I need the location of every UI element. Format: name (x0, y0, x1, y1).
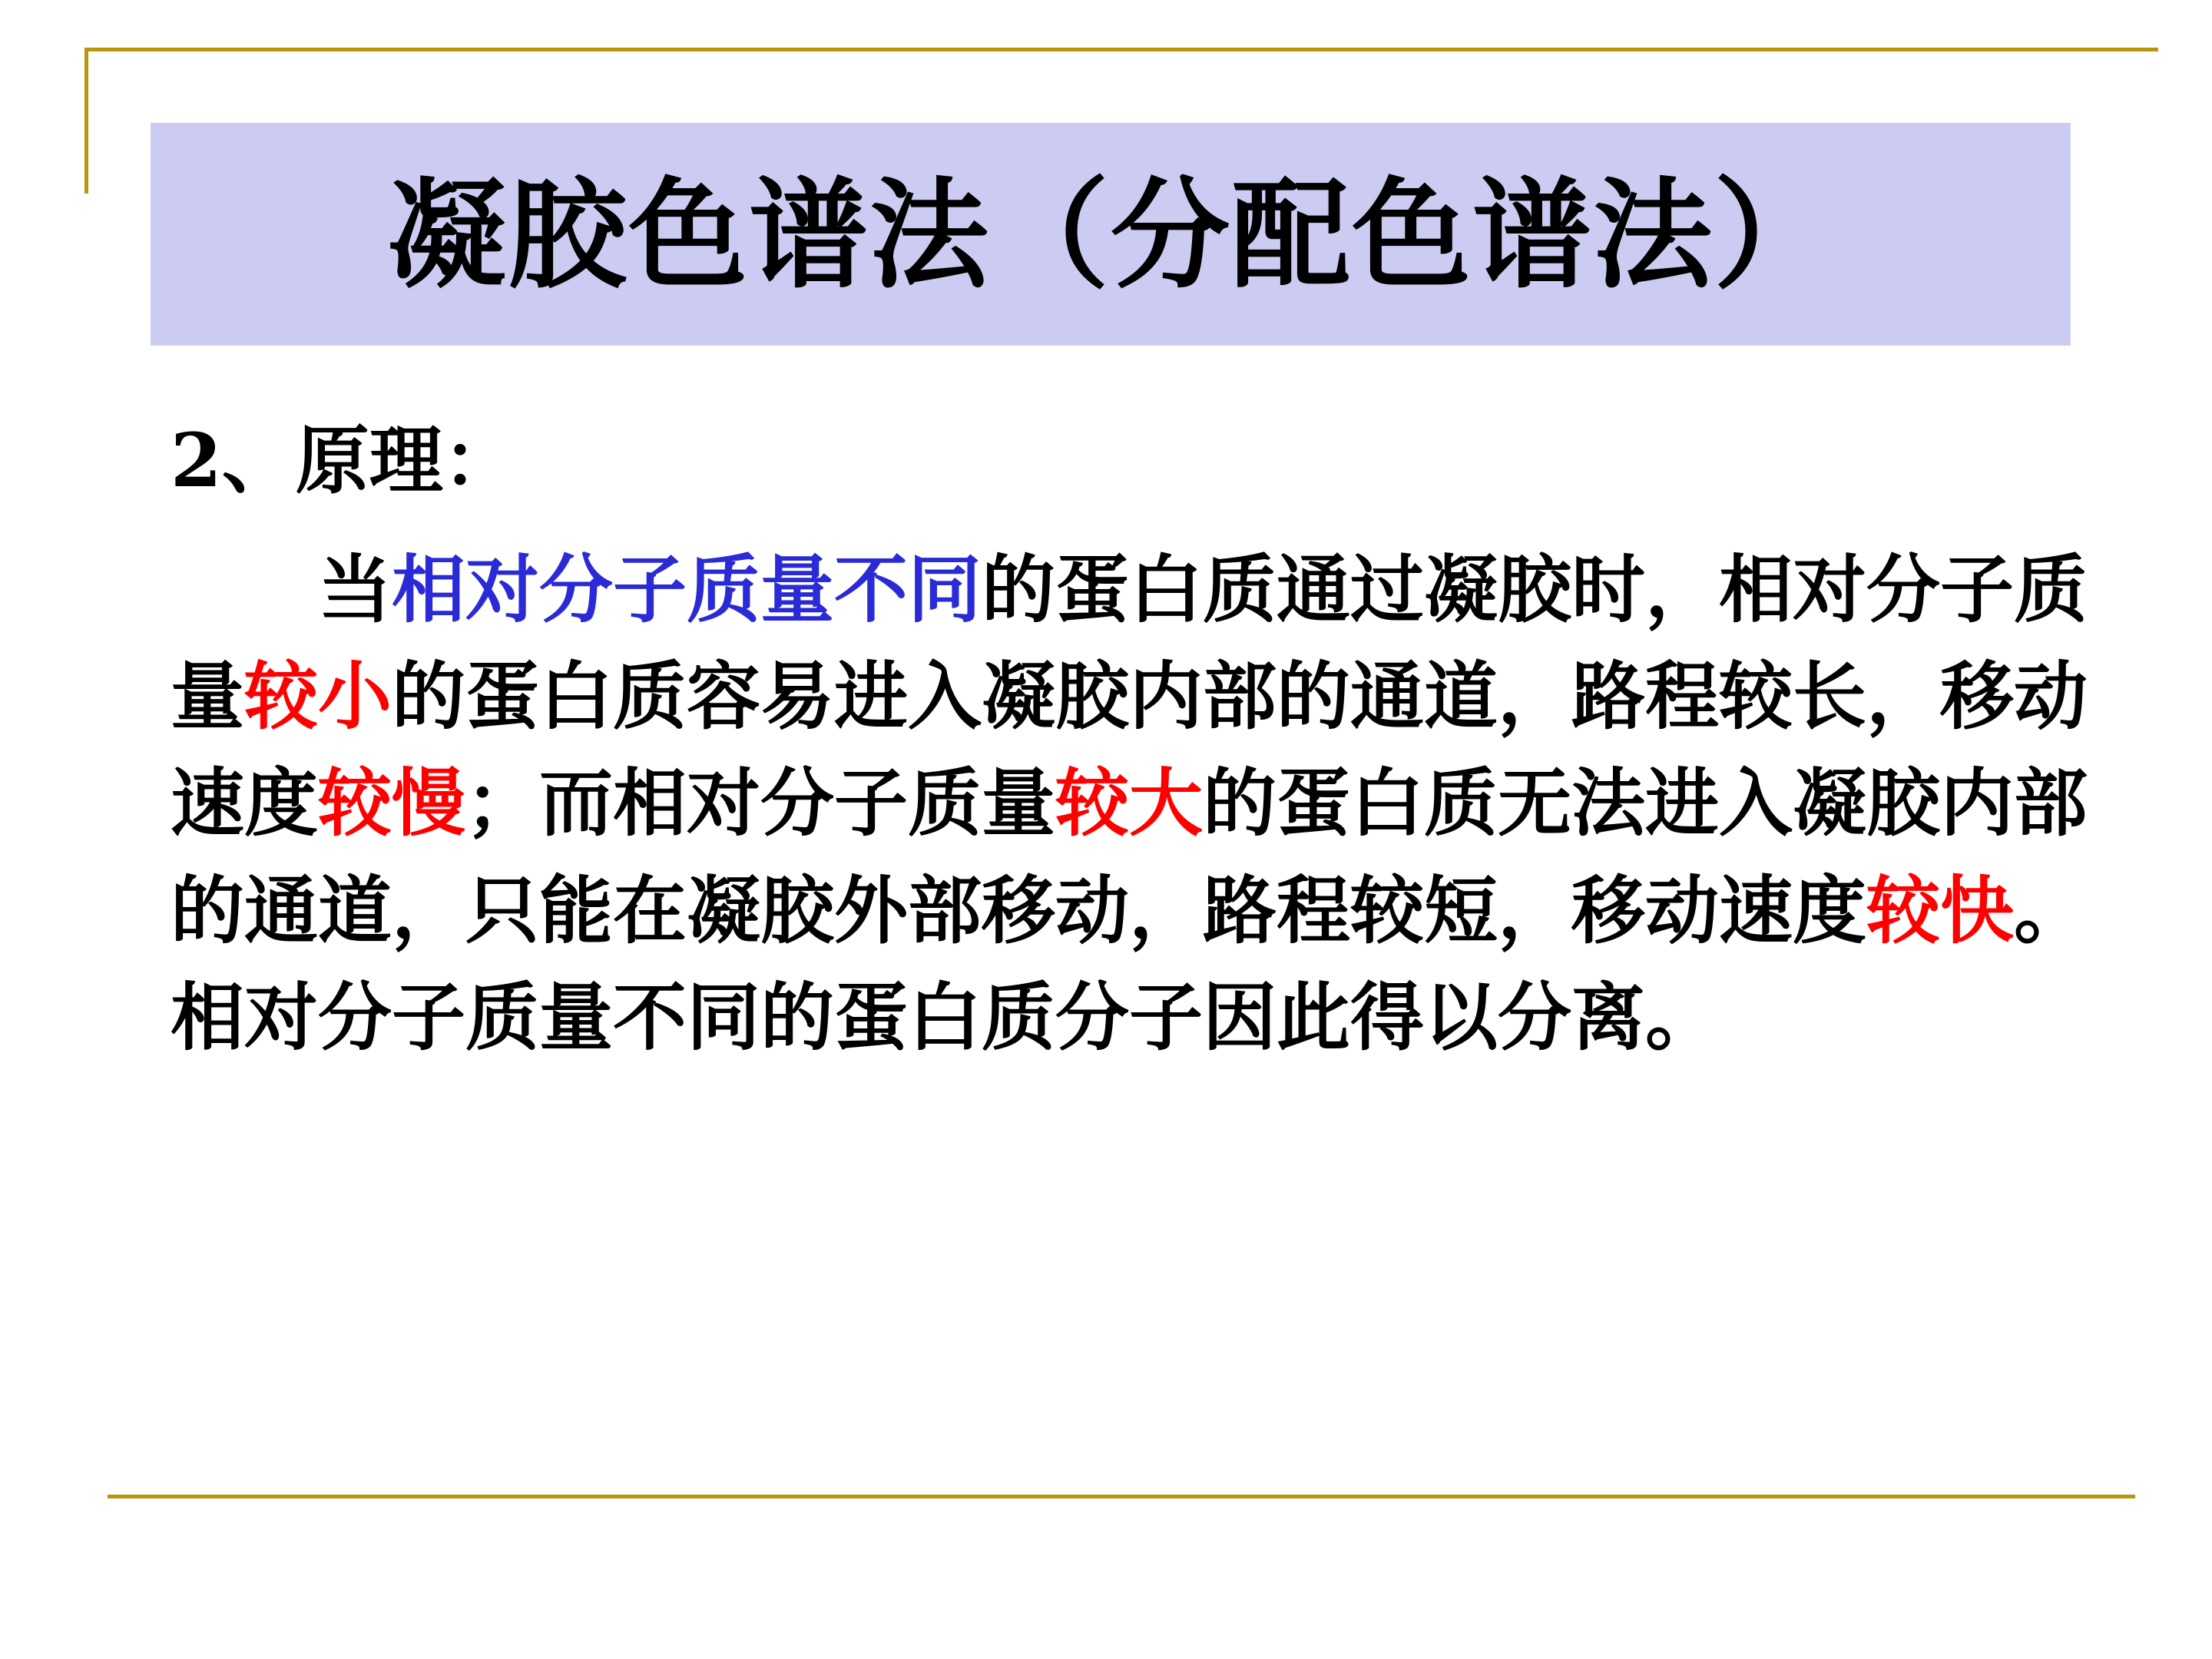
slide-title: 凝胶色谱法（分配色谱法） (387, 164, 1834, 305)
paragraph-highlight-blue-1: 相对分子质量不同 (392, 546, 982, 633)
slide-title-banner (151, 123, 2071, 346)
decorative-left-rule (84, 48, 88, 194)
principle-paragraph (171, 536, 2091, 1071)
paragraph-highlight-red-1: 较小 (244, 653, 392, 740)
paragraph-highlight-red-3: 较大 (1055, 760, 1203, 847)
paragraph-segment-4: ；而相对分子质量 (465, 760, 1055, 847)
paragraph-segment-6: 。相对分子质量不同的蛋白质分子因此得以分离。 (171, 866, 2088, 1061)
paragraph-highlight-red-4: 较快 (1866, 866, 2014, 954)
slide-body (171, 415, 2091, 1071)
section-heading: 2、原理： (171, 417, 517, 504)
paragraph-segment-1: 当 (318, 546, 392, 633)
paragraph-segment-5: 的蛋白质无法进入凝胶内部的通道，只能在凝胶外部移动，路程较短，移动速度 (171, 760, 2088, 954)
paragraph-segment-3: 的蛋白质容易进入凝胶内部的通道，路程较长，移动速度 (171, 653, 2088, 847)
paragraph-segment-2: 的蛋白质通过凝胶时，相对分子质量 (171, 546, 2088, 740)
decorative-top-rule (84, 48, 2158, 51)
paragraph-highlight-red-2: 较慢 (318, 760, 465, 847)
decorative-bottom-rule (108, 1495, 2135, 1498)
